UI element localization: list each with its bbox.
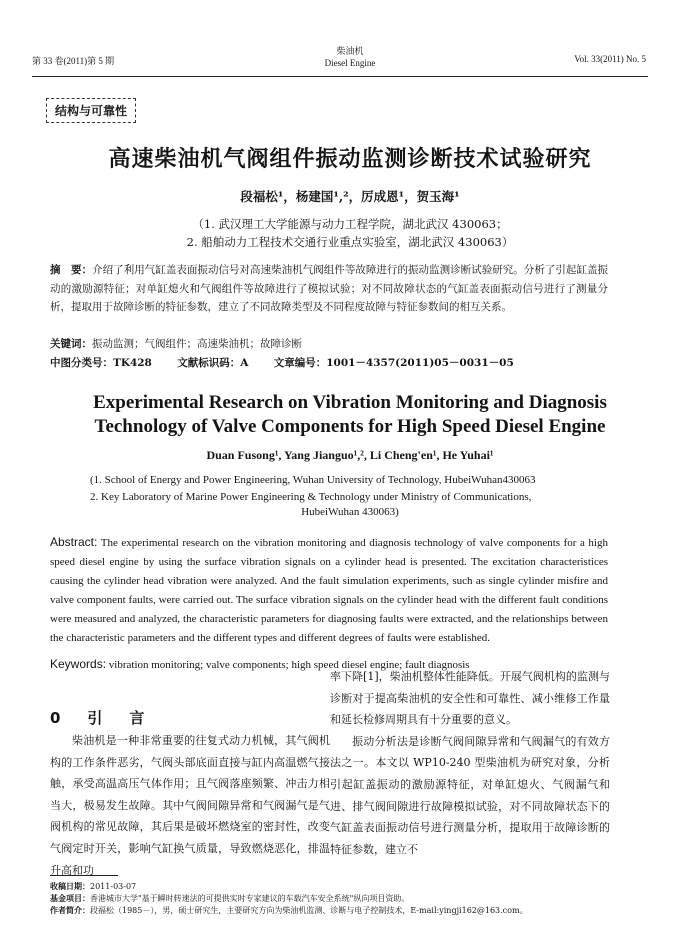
volume-issue: 第 33 卷(2011)第 5 期 — [32, 56, 115, 66]
paper-title-en-line1: Experimental Research on Vibration Monitoring and Diagnosis — [93, 392, 607, 413]
keywords-en-text: vibration monitoring; valve components; high speed diesel engine; fault diagnosis — [108, 659, 470, 671]
body-paragraph-continued: 率下降[1]，柴油机整体性能降低。开展气阀机构的监测与诊断对于提高柴油机的安全性和可靠性、减小维修工作量和延长检修周期具有十分重要的意义。 — [330, 670, 610, 727]
affiliation-en-3: HubeiWuhan 430063) — [301, 506, 399, 518]
footnote-rule — [50, 875, 118, 876]
keywords-cn — [50, 335, 608, 354]
affiliation-en-2: 2. Key Laboratory of Marine Power Engineering & Technology under Ministry of Communications, — [90, 491, 532, 503]
affiliation-cn-1: （1. 武汉理工大学能源与动力工程学院，湖北武汉 430063； — [192, 217, 508, 231]
abstract-en-text: The experimental research on the vibration monitoring and diagnosis technology of valve components for a high speed diesel engine by using the surface vibration signals on a cylinder head is presented. The excitation characteristices causing the cylinder head vibration were analyzed. And the fault simulation experiments, such as single cylinder misfire and valve component faults, were carried out. The surface vibration signals on the cylinder head with the different fault conditions were measured and analyzed, the characteristic parameters for diagnosing faults were extracted, and the relationships between the characteristic parameters and the different types and different degrees of faults were established. — [50, 537, 608, 644]
section-heading: 0 引 言 — [50, 709, 151, 727]
authors-cn: 段福松¹，杨建国¹,²，厉成恩¹，贺玉海¹ — [240, 189, 460, 204]
abstract-en-label: Abstract: — [50, 535, 98, 549]
keywords-en-label: Keywords: — [50, 657, 107, 671]
authors-en: Duan Fusong¹, Yang Jianguo¹,², Li Cheng'en¹, He Yuhai¹ — [206, 448, 494, 462]
affiliation-cn-2: 2. 船舶动力工程技术交通行业重点实验室，湖北武汉 430063） — [186, 235, 514, 249]
body-paragraph: 振动分析法是诊断气阀间隙异常和气阀漏气的有效方法之一。本文以 WP10-240 型柴油机为研究对象，分析引起缸盖振动的激励源特征，对单缸熄火、气阀漏气和进、排气阀间隙进行故障模拟试验，对不同故障状态下的气缸盖表面振动信号进行测量分析，提取用于故障诊断的特征参数，建立不 — [330, 734, 610, 856]
keywords-cn-label: 关键词： — [50, 338, 92, 350]
paper-title-en-line2: Technology of Valve Components for High Speed Diesel Engine — [94, 416, 606, 437]
clc-number: 中图分类号：TK428 — [50, 357, 152, 369]
abstract-en — [50, 533, 608, 648]
header-rule — [32, 76, 648, 77]
paper-title-cn: 高速柴油机气阀组件振动监测诊断技术试验研究 — [108, 147, 592, 172]
abstract-cn-label: 摘 要： — [50, 264, 93, 276]
journal-name-cn: 柴油机 — [336, 46, 364, 56]
document-code: 文献标识码：A — [177, 357, 249, 369]
keywords-cn-text: 振动监测；气阀组件；高速柴油机；故障诊断 — [92, 338, 302, 350]
classification-line — [50, 354, 608, 373]
body-left-column — [50, 730, 330, 881]
article-number: 文章编号：1001－4357(2011)05－0031－05 — [273, 357, 514, 369]
paper-title-en — [0, 391, 700, 439]
section-tag: 结构与可靠性 — [46, 98, 136, 123]
footnote-author: 作者简介：段福松（1985－），男，硕士研究生，主要研究方向为柴油机监测、诊断与电子控制技术，E-mail:yingji162@163.com。 — [50, 906, 528, 915]
abstract-cn — [50, 261, 608, 317]
footnote-fund: 基金项目：香港城市大学"基于瞬时转速法的可提供实时专家建议的车载汽车安全系统"纵向项目资助。 — [50, 894, 410, 903]
affiliation-en-1: (1. School of Energy and Power Engineering, Wuhan University of Technology, HubeiWuhan430063 — [90, 474, 536, 486]
body-right-column — [330, 666, 610, 860]
footnote-received: 收稿日期：2011-03-07 — [50, 882, 137, 891]
abstract-cn-text: 介绍了利用气缸盖表面振动信号对高速柴油机气阀组件等故障进行的振动监测诊断试验研究。分析了引起缸盖振动的激励源特征；对单缸熄火和气阀组件等故障进行了模拟试验；对不同故障状态的气缸盖表面振动信号进行了测量分析，提取用于故障诊断的特征参数，建立了不同故障类型及不同程度故障与特征参数间的相互关系。 — [50, 264, 609, 313]
volume-issue-en: Vol. 33(2011) No. 5 — [574, 54, 646, 64]
journal-name-en: Diesel Engine — [324, 58, 376, 68]
body-paragraph: 柴油机是一种非常重要的往复式动力机械，其气阀机构的工作条件恶劣，气阀头部底面直接与缸内高温燃气接触，承受高温高压气体作用；且气阀落座频繁、冲击力相当大，极易发生故障。其中气阀间隙异常和气阀漏气是气阀机构的常见故障，其后果是破坏燃烧室的密封性，改变气阀定时开关，影响气缸换气质量，导致燃烧恶化，排温升高和功 — [50, 734, 330, 877]
